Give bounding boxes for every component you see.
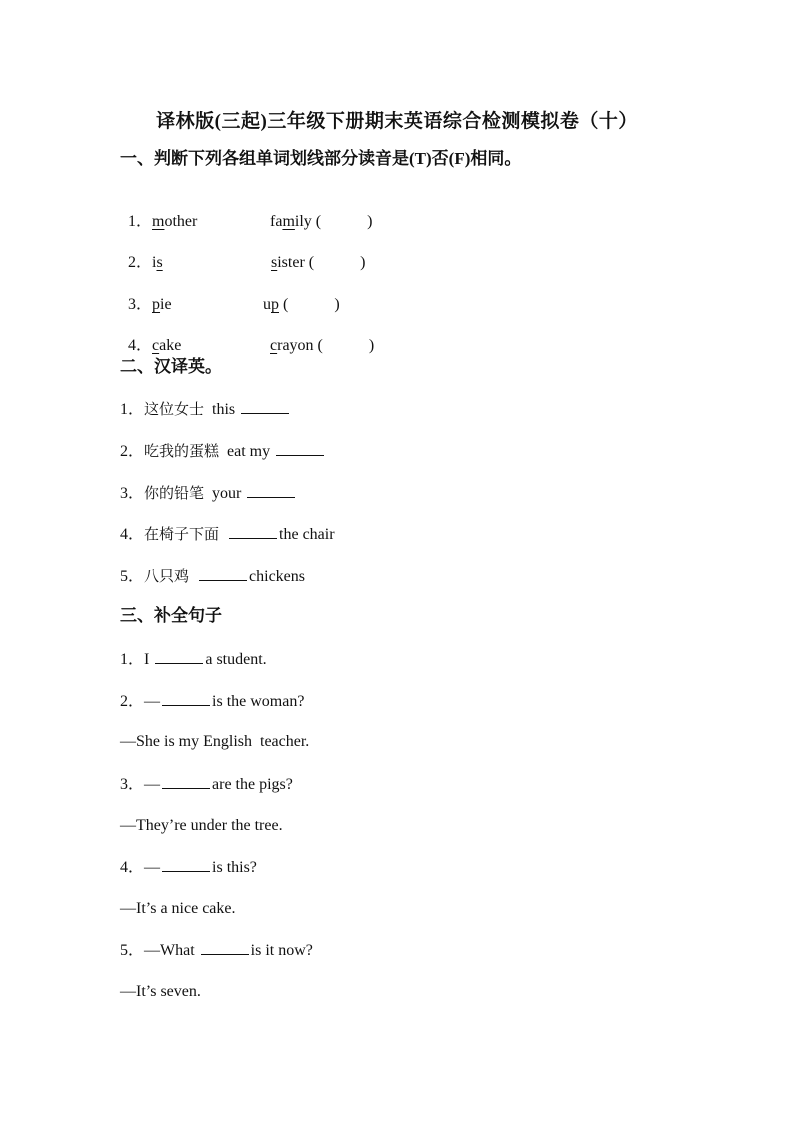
answer-blank[interactable] [276, 441, 324, 456]
s3-question-2: 2．— is the woman? [120, 693, 305, 710]
s1-item-2-word2: sister ( ) [271, 254, 366, 271]
s3-answer-2: —She is my English teacher. [120, 733, 310, 750]
s1-item-4-word2: crayon ( ) [270, 337, 375, 354]
word-1: mother [152, 213, 198, 230]
s3-question-1: 1．I a student. [120, 651, 267, 668]
chinese-prompt: 在椅子下面 [144, 525, 220, 543]
document-title: 译林版(三起)三年级下册期末英语综合检测模拟卷（十） [156, 111, 638, 132]
s1-item-4 [120, 316, 181, 356]
item-number: 1． [128, 213, 153, 230]
s3-question-4: 4．— is this? [120, 859, 257, 876]
s3-answer-5: —It’s seven. [120, 983, 201, 1000]
answer-blank[interactable] [162, 691, 210, 706]
s1-item-2 [120, 233, 163, 273]
chinese-prompt: 你的铅笔 [144, 484, 205, 502]
item-number: 2． [128, 254, 153, 271]
answer-paren[interactable]: ( ) [315, 213, 373, 230]
section3-heading: 三、补全句子 [120, 606, 222, 625]
item-number: 3． [128, 296, 153, 313]
answer-blank[interactable] [162, 774, 210, 789]
s2-item-1: 1．这位女士 this [120, 399, 291, 420]
chinese-prompt: 这位女士 [144, 400, 205, 418]
answer-blank[interactable] [229, 524, 277, 539]
answer-blank[interactable] [247, 483, 295, 498]
answer-blank[interactable] [241, 399, 289, 414]
s2-item-5: 5．八只鸡 chickens [120, 567, 306, 585]
section1-heading: 一、判断下列各组单词划线部分读音是(T)否(F)相同。 [120, 149, 522, 168]
s1-item-1-word2: family ( ) [270, 213, 373, 230]
answer-paren[interactable]: ( ) [308, 254, 366, 271]
s3-answer-3: —They’re under the tree. [120, 817, 283, 834]
s3-answer-4: —It’s a nice cake. [120, 900, 236, 917]
answer-blank[interactable] [199, 566, 247, 581]
s3-question-5: 5．—What is it now? [120, 942, 313, 959]
s2-item-4: 4．在椅子下面 the chair [120, 525, 335, 543]
item-number: 4． [128, 337, 153, 354]
answer-paren[interactable]: ( ) [283, 296, 340, 313]
chinese-prompt: 吃我的蛋糕 [144, 442, 220, 460]
s1-item-1 [120, 192, 197, 232]
s1-item-3-word2: up ( ) [263, 296, 340, 313]
answer-blank[interactable] [201, 940, 249, 955]
word-1: is [152, 254, 163, 271]
answer-blank[interactable] [155, 649, 203, 664]
answer-paren[interactable]: ( ) [317, 337, 375, 354]
word-1: pie [152, 296, 172, 313]
s1-item-3 [120, 275, 172, 315]
word-1: cake [152, 337, 182, 354]
s2-item-3: 3．你的铅笔 your [120, 483, 297, 504]
s2-item-2: 2．吃我的蛋糕 eat my [120, 441, 326, 462]
answer-blank[interactable] [162, 857, 210, 872]
section2-heading: 二、汉译英。 [120, 357, 222, 376]
s3-question-3: 3．— are the pigs? [120, 776, 293, 793]
chinese-prompt: 八只鸡 [144, 567, 190, 585]
